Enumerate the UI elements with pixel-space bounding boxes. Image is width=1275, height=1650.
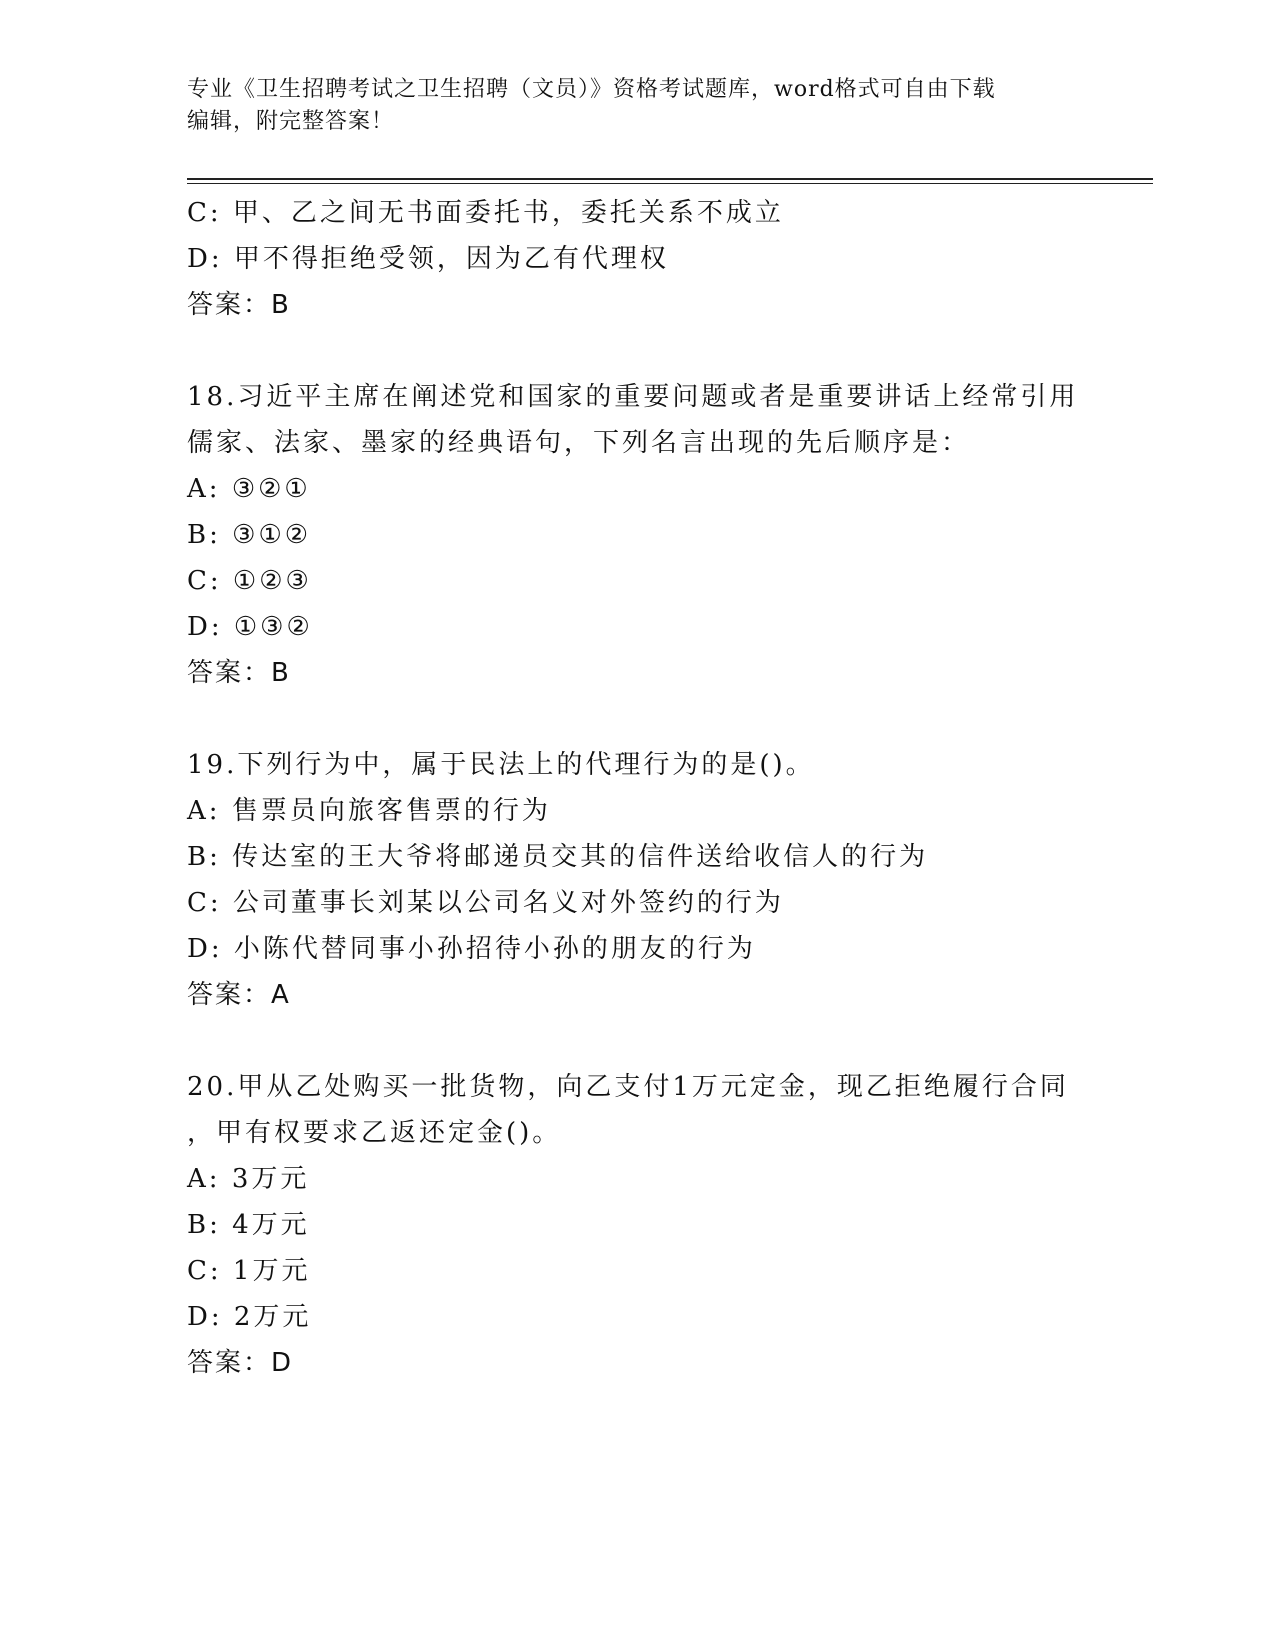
option-label: B: (187, 1210, 221, 1240)
option-text: 传达室的王大爷将邮递员交其的信件送给收信人的行为 (232, 842, 929, 872)
option-c (187, 880, 1087, 926)
question-stem (187, 1064, 1087, 1156)
header-line-2: 编辑，附完整答案！ (187, 109, 395, 134)
option-label: A: (187, 1164, 221, 1194)
document-header (187, 74, 1087, 138)
option-c (187, 558, 1087, 604)
option-text: 甲、乙之间无书面委托书，委托关系不成立 (232, 198, 784, 228)
option-c (187, 1248, 1087, 1294)
option-text: 甲不得拒绝受领，因为乙有代理权 (233, 244, 669, 274)
option-c (187, 190, 1087, 236)
option-label: A: (187, 474, 221, 504)
option-label: C: (187, 1256, 222, 1286)
option-a (187, 466, 1087, 512)
option-text: 售票员向旅客售票的行为 (231, 796, 551, 826)
option-label: B: (187, 842, 221, 872)
option-text: ③②① (231, 474, 311, 504)
option-b (187, 834, 1087, 880)
option-text: ①③② (233, 612, 313, 642)
spacer (187, 1018, 1087, 1064)
answer-line: 答案：B (187, 658, 291, 688)
option-d (187, 604, 1087, 650)
question-list (187, 190, 1087, 1386)
option-label: D: (187, 612, 223, 642)
spacer (187, 696, 1087, 742)
option-b (187, 512, 1087, 558)
spacer (187, 328, 1087, 374)
option-label: D: (187, 934, 223, 964)
question-18 (187, 374, 1087, 696)
option-label: C: (187, 888, 222, 918)
question-17-continued (187, 190, 1087, 328)
option-label: D: (187, 1302, 223, 1332)
option-text: 小陈代替同事小孙招待小孙的朋友的行为 (233, 934, 756, 964)
header-divider-thin (187, 183, 1153, 184)
option-text: ③①② (232, 520, 312, 550)
option-text: 2万元 (233, 1302, 312, 1332)
option-label: B: (187, 520, 221, 550)
option-text: 4万元 (232, 1210, 310, 1240)
answer-line: 答案：B (187, 290, 291, 320)
option-label: A: (187, 796, 221, 826)
header-line-1: 专业《卫生招聘考试之卫生招聘（文员）》资格考试题库，word格式可自由下载 (187, 77, 996, 102)
answer-line: 答案：D (187, 1348, 294, 1378)
option-d (187, 236, 1087, 282)
question-stem: 19.下列行为中，属于民法上的代理行为的是()。 (187, 750, 815, 780)
question-stem-line-1: 18.习近平主席在阐述党和国家的重要问题或者是重要讲话上经常引用 (187, 382, 1079, 412)
option-label: C: (187, 198, 222, 228)
option-text: 1万元 (232, 1256, 311, 1286)
option-label: C: (187, 566, 222, 596)
option-text: ①②③ (232, 566, 312, 596)
option-text: 公司董事长刘某以公司名义对外签约的行为 (232, 888, 784, 918)
question-stem-line-2: 儒家、法家、墨家的经典语句，下列名言出现的先后顺序是： (187, 428, 971, 458)
question-20 (187, 1064, 1087, 1386)
option-a (187, 788, 1087, 834)
option-text: 3万元 (231, 1164, 310, 1194)
option-label: D: (187, 244, 223, 274)
question-stem-line-1: 20.甲从乙处购买一批货物，向乙支付1万元定金，现乙拒绝履行合同 (187, 1072, 1069, 1102)
question-19 (187, 742, 1087, 1018)
question-stem-line-2: ，甲有权要求乙返还定金()。 (187, 1118, 562, 1148)
option-b (187, 1202, 1087, 1248)
option-a (187, 1156, 1087, 1202)
option-d (187, 926, 1087, 972)
answer-line: 答案：A (187, 980, 291, 1010)
option-d (187, 1294, 1087, 1340)
question-stem (187, 374, 1087, 466)
header-divider-thick (187, 178, 1153, 180)
